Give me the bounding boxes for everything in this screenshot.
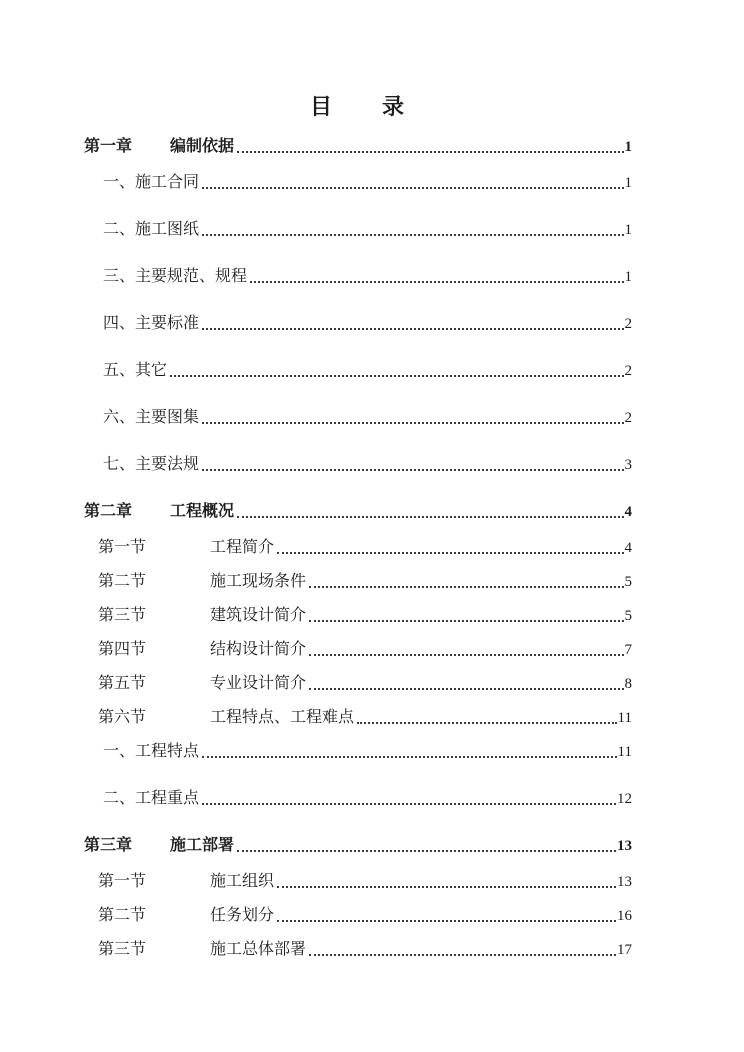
toc-entry-page: 4: [624, 540, 632, 556]
toc-entry[interactable]: [84, 137, 632, 157]
toc-entry-title: 主要规范、规程: [135, 268, 248, 285]
toc-entry-page: 8: [624, 676, 632, 692]
toc-leader-dots: [309, 654, 623, 656]
toc-leader-dots: [277, 920, 616, 922]
toc-entry-title: 工程重点: [135, 790, 200, 807]
toc-leader-dots: [309, 954, 616, 956]
toc-entry-label: 第三节: [98, 607, 147, 624]
toc-leader-dots: [277, 552, 623, 554]
toc-entry-page: 1: [624, 222, 632, 238]
toc-entry-label: 第二节: [98, 573, 147, 590]
toc-list: [84, 137, 632, 960]
toc-entry-page: 2: [624, 410, 632, 426]
toc-leader-dots: [202, 756, 617, 758]
toc-entry-label: 二、: [103, 790, 136, 807]
toc-entry-title: 工程特点、工程难点: [210, 709, 355, 726]
toc-leader-dots: [202, 234, 623, 236]
toc-entry-title: 施工图纸: [135, 221, 200, 238]
page-title: 目 录: [309, 94, 406, 119]
toc-entry-page: 3: [624, 457, 632, 473]
toc-entry-label: 五、: [103, 362, 136, 379]
toc-entry-page: 16: [617, 908, 632, 924]
toc-entry[interactable]: [98, 872, 632, 892]
toc-entry-page: 5: [624, 608, 632, 624]
toc-entry[interactable]: [103, 220, 632, 240]
toc-entry-label: 三、: [103, 268, 136, 285]
toc-entry-page: 13: [617, 874, 632, 890]
toc-entry[interactable]: [103, 314, 632, 334]
toc-entry[interactable]: [98, 538, 632, 558]
toc-entry-page: 11: [617, 710, 632, 726]
toc-entry[interactable]: [98, 708, 632, 728]
toc-entry[interactable]: [98, 906, 632, 926]
toc-entry-label: 一、: [103, 174, 136, 191]
toc-entry-page: 11: [617, 744, 632, 760]
toc-entry-label: 第四节: [98, 641, 147, 658]
toc-entry-page: 2: [624, 363, 632, 379]
toc-leader-dots: [202, 422, 623, 424]
toc-entry-title: 施工组织: [210, 873, 275, 890]
toc-entry-title: 其它: [135, 362, 168, 379]
toc-leader-dots: [309, 620, 623, 622]
toc-entry[interactable]: [84, 836, 632, 856]
toc-entry-title: 施工现场条件: [210, 573, 307, 590]
toc-leader-dots: [309, 586, 623, 588]
toc-leader-dots: [309, 688, 623, 690]
toc-entry[interactable]: [103, 173, 632, 193]
toc-entry[interactable]: [98, 640, 632, 660]
toc-entry-title: 主要图集: [135, 409, 200, 426]
toc-entry[interactable]: [84, 502, 632, 522]
toc-entry-label: 第一章: [84, 138, 133, 155]
toc-entry-title: 工程特点: [135, 743, 200, 760]
toc-entry-label: 六、: [103, 409, 136, 426]
toc-entry-title: 建筑设计简介: [210, 607, 307, 624]
toc-entry-title: 施工总体部署: [210, 941, 307, 958]
toc-entry[interactable]: [103, 267, 632, 287]
toc-entry-title: 任务划分: [210, 907, 275, 924]
toc-leader-dots: [170, 375, 623, 377]
toc-leader-dots: [357, 722, 617, 724]
toc-entry-title: 工程简介: [210, 539, 275, 556]
toc-leader-dots: [237, 151, 623, 153]
toc-entry-title: 施工部署: [170, 837, 235, 854]
toc-entry-label: 第五节: [98, 675, 147, 692]
toc-entry-page: 17: [617, 942, 632, 958]
toc-entry[interactable]: [98, 572, 632, 592]
toc-entry-page: 7: [624, 642, 632, 658]
toc-entry-page: 4: [624, 504, 632, 520]
toc-entry-label: 二、: [103, 221, 136, 238]
toc-entry-label: 第一节: [98, 539, 147, 556]
toc-entry[interactable]: [103, 742, 632, 762]
toc-entry[interactable]: [98, 940, 632, 960]
toc-entry-label: 第二章: [84, 503, 133, 520]
toc-entry[interactable]: [103, 455, 632, 475]
toc-entry-page: 13: [617, 838, 632, 854]
toc-entry-title: 施工合同: [135, 174, 200, 191]
toc-entry-label: 七、: [103, 456, 136, 473]
toc-entry-title: 主要标准: [135, 315, 200, 332]
toc-entry-title: 主要法规: [135, 456, 200, 473]
toc-entry-page: 12: [617, 791, 632, 807]
toc-entry[interactable]: [103, 408, 632, 428]
toc-entry-label: 第一节: [98, 873, 147, 890]
toc-entry-label: 一、: [103, 743, 136, 760]
toc-entry-title: 专业设计简介: [210, 675, 307, 692]
toc-leader-dots: [202, 469, 623, 471]
toc-entry-label: 四、: [103, 315, 136, 332]
toc-entry-page: 2: [624, 316, 632, 332]
toc-entry-page: 5: [624, 574, 632, 590]
toc-leader-dots: [277, 886, 616, 888]
toc-entry-page: 1: [624, 175, 632, 191]
toc-entry-label: 第三章: [84, 837, 133, 854]
toc-entry[interactable]: [98, 606, 632, 626]
toc-entry-title: 工程概况: [170, 503, 235, 520]
toc-entry-title: 编制依据: [170, 138, 235, 155]
toc-entry-label: 第六节: [98, 709, 147, 726]
toc-leader-dots: [202, 187, 623, 189]
toc-leader-dots: [237, 850, 616, 852]
toc-entry[interactable]: [98, 674, 632, 694]
toc-entry[interactable]: [103, 361, 632, 381]
toc-entry[interactable]: [103, 789, 632, 809]
toc-entry-page: 1: [624, 139, 632, 155]
toc-leader-dots: [237, 516, 623, 518]
toc-entry-page: 1: [624, 269, 632, 285]
toc-leader-dots: [202, 803, 616, 805]
toc-entry-label: 第二节: [98, 907, 147, 924]
toc-leader-dots: [250, 281, 623, 283]
toc-entry-label: 第三节: [98, 941, 147, 958]
toc-entry-title: 结构设计简介: [210, 641, 307, 658]
toc-leader-dots: [202, 328, 623, 330]
